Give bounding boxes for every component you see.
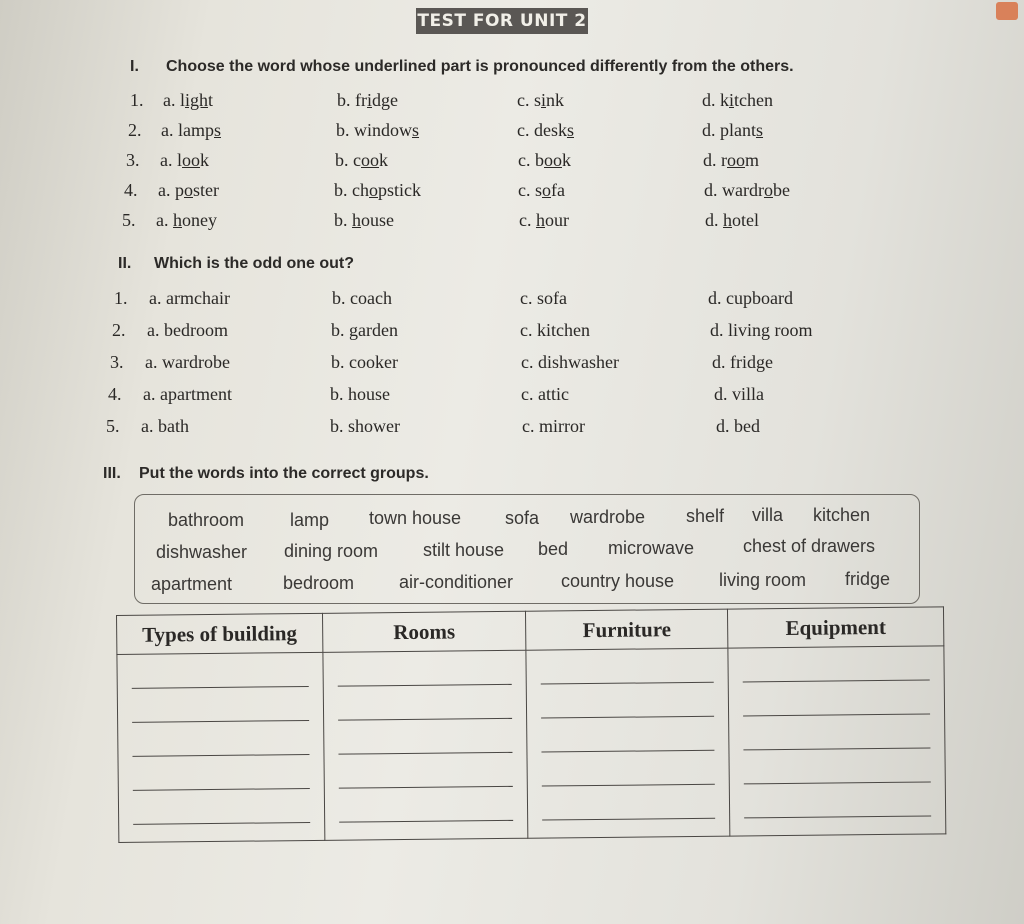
word-bank-item: sofa: [505, 508, 540, 528]
answer-blank-line: [337, 685, 512, 721]
underlined-part: i: [367, 90, 373, 110]
underlined-part: i: [541, 90, 547, 110]
group-column: [323, 650, 529, 840]
question-row: [0, 150, 780, 176]
column-header: Rooms: [322, 611, 526, 652]
answer-blank-line: [743, 714, 930, 750]
answer-blank-line: [744, 782, 931, 818]
answer-option: d. hotel: [705, 210, 759, 230]
answer-option: c. attic: [521, 384, 569, 404]
answer-option: b. shower: [330, 416, 400, 436]
word-bank-item: town house: [369, 508, 462, 528]
answer-option: d. room: [703, 150, 760, 170]
answer-option: a. armchair: [149, 288, 230, 308]
answer-option: a. bath: [141, 416, 189, 436]
question-row: [0, 352, 780, 378]
underlined-part: h: [723, 210, 732, 230]
groups-table: [116, 606, 946, 843]
answer-option: a. bedroom: [147, 320, 228, 340]
word-bank-item: chest of drawers: [743, 536, 876, 556]
answer-option: a. apartment: [143, 384, 232, 404]
word-bank-item: bed: [538, 539, 569, 559]
question-row: [0, 90, 780, 116]
word-bank-item: fridge: [845, 569, 891, 589]
answer-blank-line: [131, 653, 308, 689]
groups-table-body: [117, 646, 946, 843]
question-row: [0, 288, 793, 314]
answer-option: b. house: [334, 210, 394, 230]
question-row: [0, 120, 780, 146]
answer-option: d. villa: [714, 384, 764, 404]
answer-blank-line: [744, 748, 931, 784]
answer-option: d. fridge: [712, 352, 773, 372]
answer-blank-line: [743, 680, 930, 716]
section-1-instruction: Choose the word whose underlined part is pronounced differently from the others.: [166, 58, 794, 75]
underlined-part: h: [536, 210, 545, 230]
answer-blank-line: [542, 785, 715, 821]
answer-option: b. garden: [331, 320, 398, 340]
question-number: 5.: [122, 210, 136, 230]
word-bank-item: bedroom: [283, 573, 355, 593]
question-number: 4.: [108, 384, 122, 404]
answer-blank-line: [337, 651, 512, 687]
question-row: [0, 210, 780, 236]
answer-option: a. look: [160, 150, 209, 170]
answer-option: c. sink: [517, 90, 565, 110]
answer-option: a. lamps: [161, 120, 221, 140]
answer-option: b. cooker: [331, 352, 398, 372]
answer-option: d. living room: [710, 320, 813, 340]
underlined-part: oo: [544, 150, 562, 170]
underlined-part: i: [729, 90, 735, 110]
word-bank-item: microwave: [608, 538, 695, 558]
question-row: [0, 384, 780, 410]
underlined-part: o: [763, 180, 773, 200]
word-bank-item: country house: [561, 571, 675, 591]
underlined-part: s: [213, 120, 221, 140]
section-2-instruction: Which is the odd one out?: [154, 255, 354, 272]
answer-blank-line: [541, 649, 714, 685]
column-header: Equipment: [728, 607, 944, 648]
underlined-part: oo: [361, 150, 379, 170]
answer-option: c. hour: [519, 210, 569, 230]
word-bank-item: dishwasher: [156, 542, 248, 562]
question-number: 1.: [130, 90, 144, 110]
orange-tab-mark: [996, 2, 1018, 20]
underlined-part: igh: [185, 90, 209, 110]
answer-option: c. mirror: [522, 416, 585, 436]
answer-option: a. light: [163, 90, 214, 110]
question-row: [0, 180, 790, 206]
word-bank-item: wardrobe: [570, 507, 646, 527]
answer-blank-line: [338, 753, 513, 789]
answer-blank-line: [541, 683, 714, 719]
question-number: 4.: [124, 180, 138, 200]
group-column: [117, 652, 325, 842]
answer-blank-line: [542, 751, 715, 787]
word-bank-item: living room: [719, 570, 807, 590]
answer-option: c. sofa: [520, 288, 567, 308]
question-number: 2.: [128, 120, 142, 140]
answer-option: c. book: [518, 150, 571, 170]
word-bank-item: lamp: [290, 510, 330, 530]
word-bank-item: kitchen: [813, 505, 871, 525]
answer-option: d. wardrobe: [704, 180, 790, 200]
underlined-part: h: [352, 210, 361, 230]
underlined-part: s: [412, 120, 420, 140]
underlined-part: o: [184, 180, 193, 200]
question-number: 2.: [112, 320, 126, 340]
answer-option: b. fridge: [337, 90, 399, 110]
answer-option: d. plants: [702, 120, 764, 140]
section-1-number: I.: [130, 58, 139, 75]
answer-blank-line: [132, 721, 309, 757]
answer-option: d. bed: [716, 416, 760, 436]
answer-option: c. dishwasher: [521, 352, 619, 372]
underlined-part: o: [369, 180, 378, 200]
answer-blank-line: [132, 755, 309, 791]
answer-option: c. kitchen: [520, 320, 590, 340]
test-title: TEST FOR UNIT 2: [416, 8, 588, 34]
section-3-instruction: Put the words into the correct groups.: [139, 465, 429, 482]
word-bank-item: air-conditioner: [399, 572, 514, 592]
word-bank-item: dining room: [284, 541, 379, 561]
answer-option: a. poster: [158, 180, 219, 200]
section-3-number: III.: [103, 465, 121, 482]
word-bank-item: apartment: [151, 574, 233, 594]
section-3-heading: [103, 465, 429, 483]
answer-option: c. desks: [517, 120, 574, 140]
question-number: 1.: [114, 288, 128, 308]
section-1-heading: [130, 58, 794, 76]
answer-blank-line: [339, 787, 514, 823]
word-bank-item: shelf: [686, 506, 725, 526]
answer-blank-line: [132, 687, 309, 723]
underlined-part: oo: [182, 150, 200, 170]
question-number: 5.: [106, 416, 120, 436]
question-number: 3.: [110, 352, 124, 372]
answer-option: c. sofa: [518, 180, 565, 200]
group-column: [526, 648, 730, 838]
word-bank-item: bathroom: [168, 510, 245, 530]
answer-option: b. cook: [335, 150, 388, 170]
answer-option: a. wardrobe: [145, 352, 230, 372]
word-bank-item: villa: [752, 505, 784, 525]
answer-blank-line: [338, 719, 513, 755]
answer-blank-line: [743, 646, 930, 682]
answer-option: d. kitchen: [702, 90, 773, 110]
answer-blank-line: [133, 789, 310, 825]
answer-option: b. house: [330, 384, 390, 404]
answer-option: b. chopstick: [334, 180, 421, 200]
underlined-part: s: [756, 120, 764, 140]
question-row: [0, 320, 813, 346]
underlined-part: o: [542, 180, 551, 200]
word-bank-item: stilt house: [423, 540, 505, 560]
column-header: Furniture: [526, 609, 728, 650]
underlined-part: s: [566, 120, 574, 140]
question-number: 3.: [126, 150, 140, 170]
underlined-part: oo: [727, 150, 745, 170]
answer-option: a. honey: [156, 210, 217, 230]
underlined-part: h: [173, 210, 182, 230]
section-2-heading: [118, 255, 354, 273]
answer-option: d. cupboard: [708, 288, 793, 308]
answer-option: b. coach: [332, 288, 392, 308]
question-row: [0, 416, 780, 442]
answer-option: b. windows: [336, 120, 420, 140]
group-column: [728, 646, 946, 836]
section-2-number: II.: [118, 255, 132, 272]
column-header: Types of building: [117, 613, 323, 654]
answer-blank-line: [541, 717, 714, 753]
